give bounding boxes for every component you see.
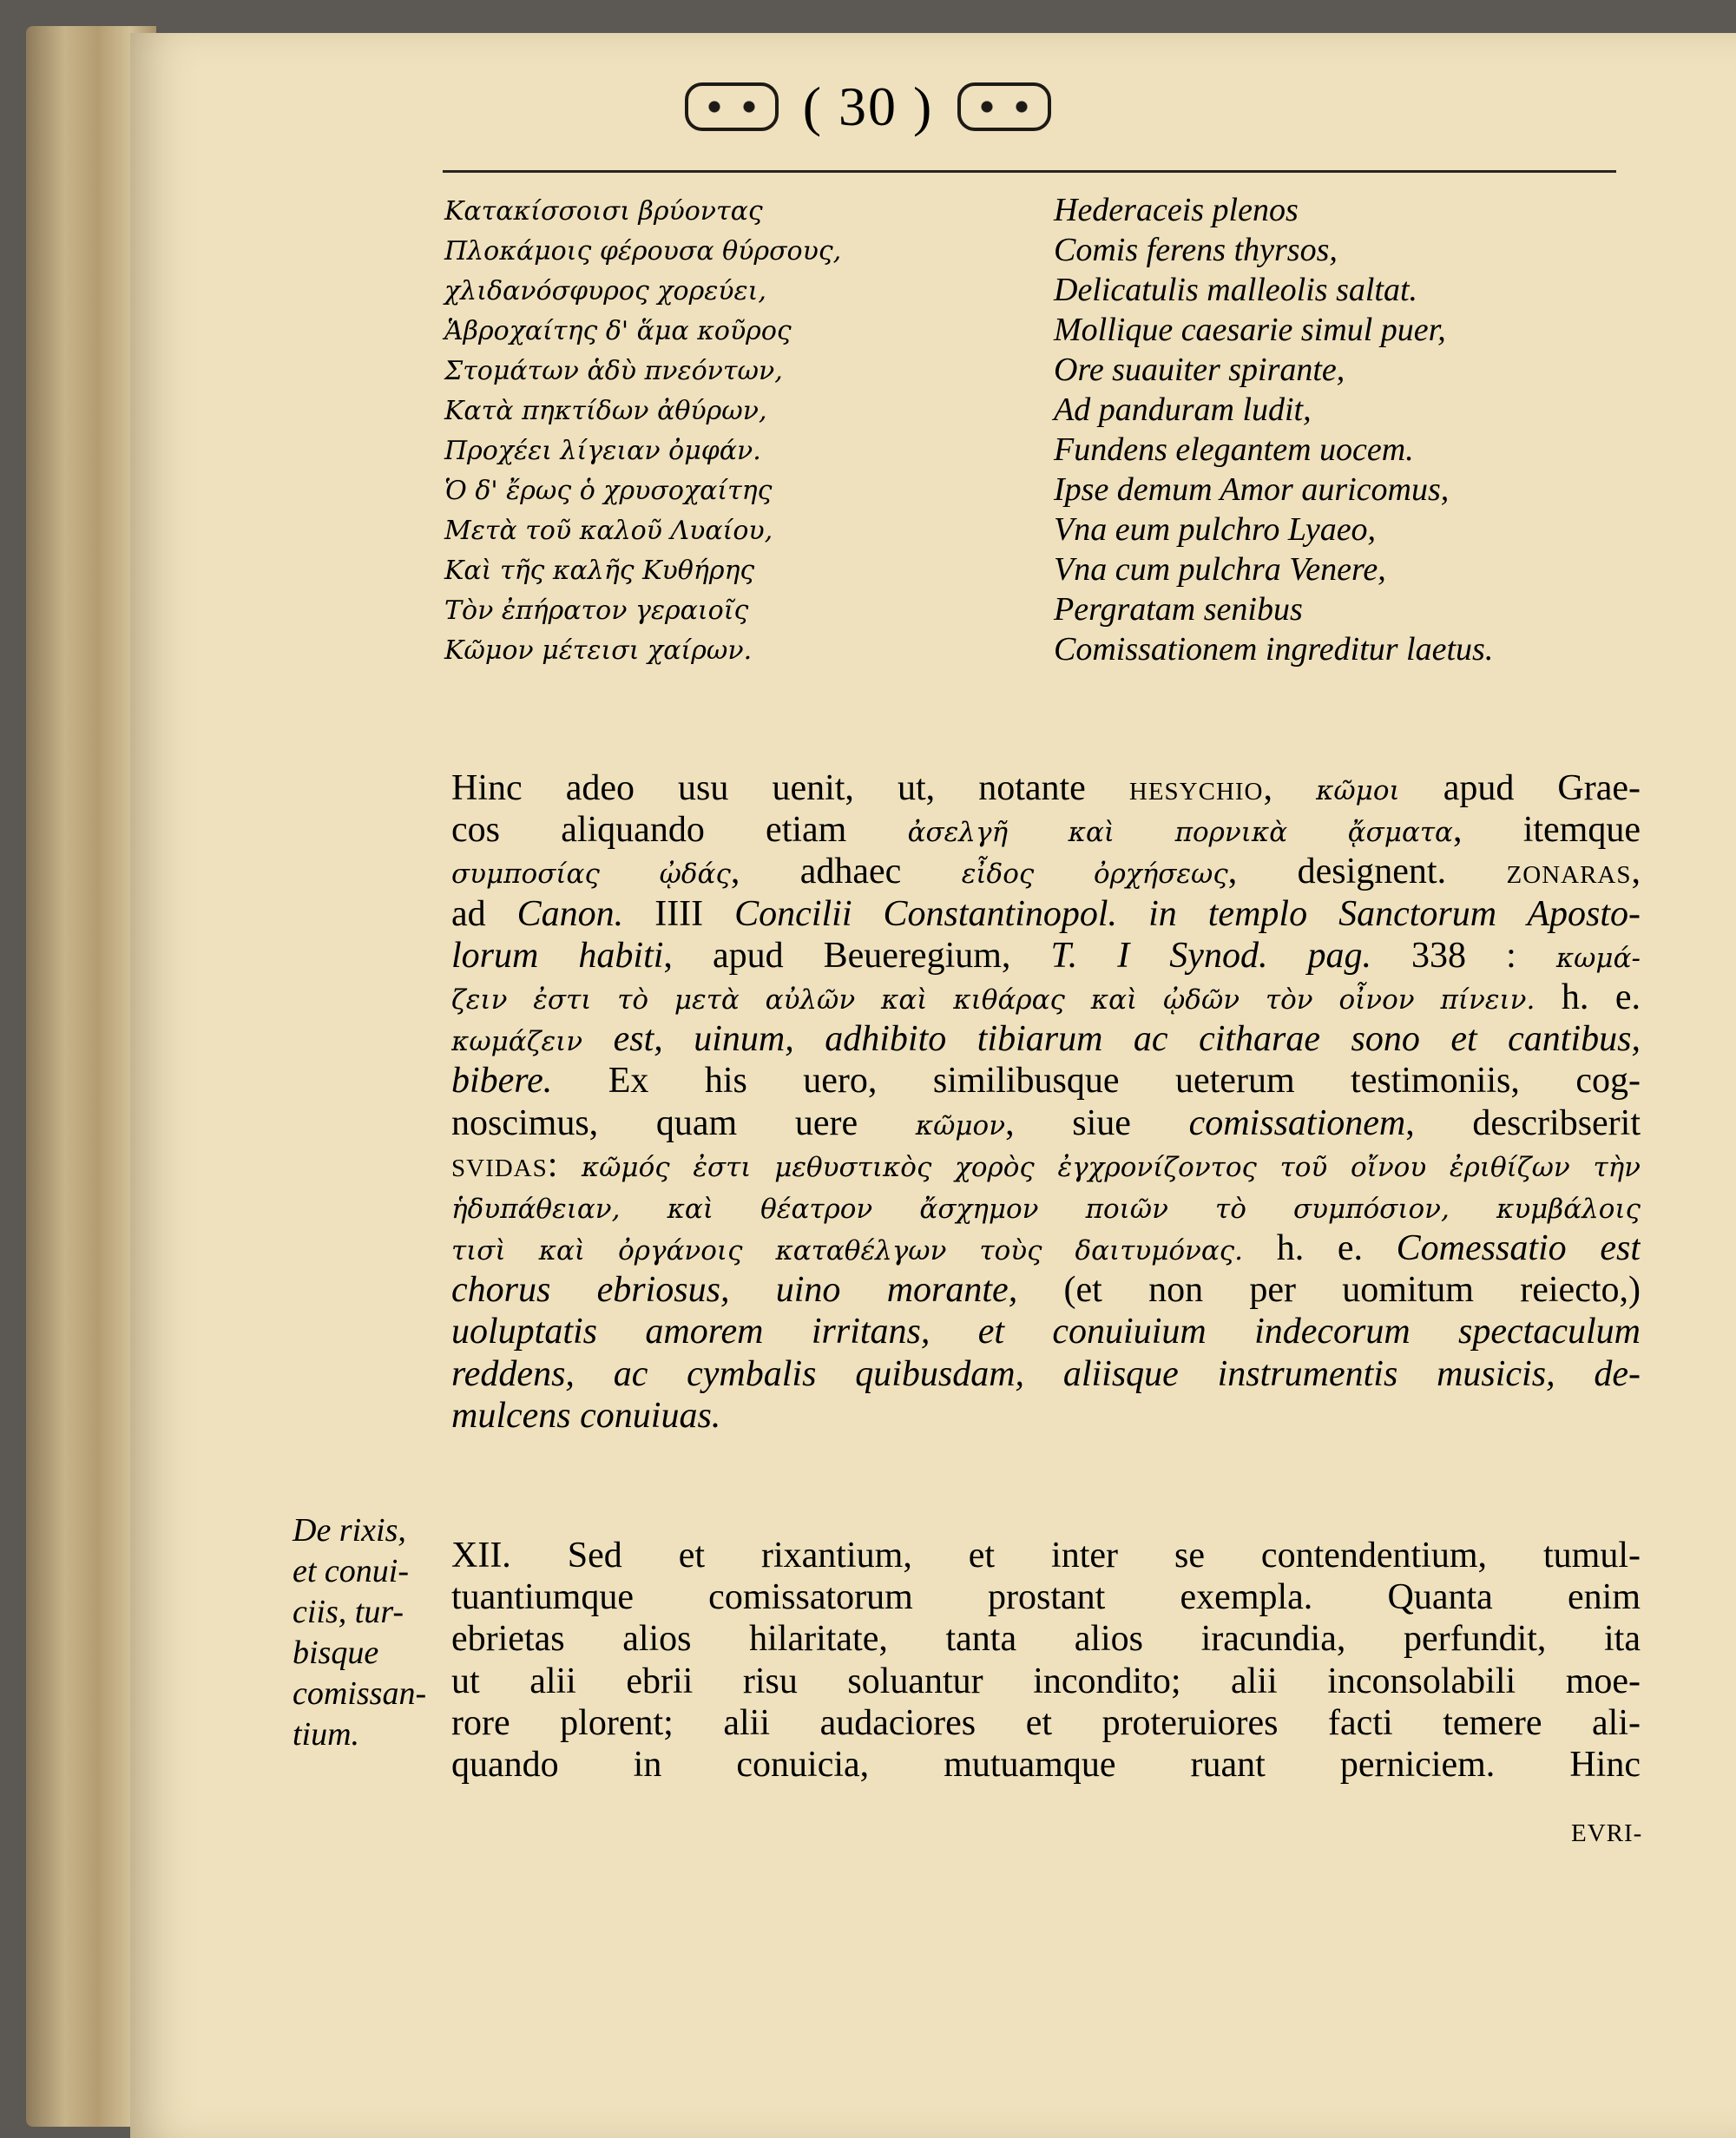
text-line: τισὶ καὶ ὀργάνοις καταθέλγων τοὺς δαιτυμόνας. h. e. Comessatio est	[451, 1228, 1641, 1269]
text-line: ut alii ebrii risu soluantur incondito; alii inconsolabili moe-	[451, 1661, 1641, 1701]
right-ornament-icon	[957, 82, 1051, 131]
greek-line: Προχέει λίγειαν ὀμφάν.	[444, 436, 761, 466]
page-header	[0, 68, 1736, 146]
latin-line: Pergratam senibus	[1054, 591, 1303, 628]
text-line: bibere. Ex his uero, similibusque ueterum testimoniis, cog-	[451, 1061, 1641, 1102]
text-line: XII. Sed et rixantium, et inter se contendentium, tumul-	[451, 1536, 1641, 1576]
latin-line: Delicatulis malleolis saltat.	[1054, 272, 1418, 308]
text-line: ebrietas alios hilaritate, tanta alios iracundia, perfundit, ita	[451, 1619, 1641, 1660]
text-line: rore plorent; alii audaciores et proteruiores facti temere ali-	[451, 1702, 1641, 1743]
greek-line: Τὸν ἐπήρατον γεραιοῖς	[444, 595, 749, 626]
text-line: SVIDAS: κῶμός ἐστι μεθυστικὸς χορὸς ἐγχρονίζοντος τοῦ οἴνου ἐριθίζων τὴν	[451, 1144, 1641, 1185]
text-line: quando in conuicia, mutuamque ruant perniciem. Hinc	[451, 1744, 1641, 1785]
latin-line: Ipse demum Amor auricomus,	[1054, 471, 1450, 508]
latin-line: Fundens elegantem uocem.	[1054, 431, 1414, 468]
greek-line: Πλοκάμοις φέρουσα θύρσους,	[444, 236, 842, 266]
text-line: lorum habiti, apud Beueregium, T. I Synod. pag. 338 : κωμά-	[451, 935, 1641, 976]
greek-line: Κῶμον μέτεισι χαίρων.	[444, 635, 753, 666]
latin-line: Comissationem ingreditur laetus.	[1054, 631, 1494, 668]
latin-line: Ore suauiter spirante,	[1054, 352, 1345, 388]
latin-line: Mollique caesarie simul puer,	[1054, 312, 1446, 348]
margin-note: De rixis, et conui- ciis, tur- bisque comissan- tium.	[293, 1512, 427, 1753]
text-line: uoluptatis amorem irritans, et conuiuium indecorum spectaculum	[451, 1312, 1641, 1352]
text-line: noscimus, quam uere κῶμον, siue comissationem, describserit	[451, 1102, 1641, 1143]
text-line: ζειν ἐστι τὸ μετὰ αὐλῶν καὶ κιθάρας καὶ ᾠδῶν τὸν οἶνον πίνειν. h. e.	[451, 977, 1641, 1017]
greek-line: Ὁ δ' ἔρως ὁ χρυσοχαίτης	[444, 476, 773, 506]
greek-line: Ἁβροχαίτης δ' ἅμα κοῦρος	[444, 316, 792, 346]
text-line: Hinc adeo usu uenit, ut, notante HESYCHIO, κῶμοι apud Grae-	[451, 768, 1641, 808]
greek-line: χλιδανόσφυρος χορεύει,	[444, 276, 766, 306]
text-line: ad Canon. IIII Concilii Constantinopol. in templo Sanctorum Aposto-	[451, 893, 1641, 934]
text-line: ἡδυπάθειαν, καὶ θέατρον ἄσχημον ποιῶν τὸ συμπόσιον, κυμβάλοις	[451, 1193, 1641, 1225]
text-line: reddens, ac cymbalis quibusdam, aliisque instrumentis musicis, de-	[451, 1353, 1641, 1394]
greek-line: Καὶ τῆς καλῆς Κυθήρης	[444, 556, 755, 586]
text-line: κωμάζειν est, uinum, adhibito tibiarum ac citharae sono et cantibus,	[451, 1019, 1641, 1060]
text-line: chorus ebriosus, uino morante, (et non per uomitum reiecto,)	[451, 1270, 1641, 1311]
latin-line: Ad panduram ludit,	[1054, 391, 1312, 428]
text-line: mulcens conuiuas.	[451, 1395, 721, 1436]
latin-line: Vna cum pulchra Venere,	[1054, 551, 1386, 588]
latin-line: Hederaceis plenos	[1054, 192, 1299, 228]
latin-line: Vna eum pulchro Lyaeo,	[1054, 511, 1377, 548]
greek-line: Κατακίσσοισι βρύοντας	[444, 196, 763, 227]
paragraph-1	[451, 767, 1641, 1437]
left-ornament-icon	[685, 82, 779, 131]
paragraph-2	[451, 1535, 1641, 1786]
greek-line: Μετὰ τοῦ καλοῦ Λυαίου,	[444, 516, 773, 546]
text-line: cos aliquando etiam ἀσελγῆ καὶ πορνικὰ ᾄσματα, itemque	[451, 810, 1641, 851]
catchword: EVRI-	[1571, 1819, 1643, 1847]
text-line: συμποσίας ᾠδάς, adhaec εἶδος ὀρχήσεως, designent. ZONARAS,	[451, 852, 1641, 892]
greek-line: Στομάτων ἁδὺ πνεόντων,	[444, 356, 783, 386]
header-rule	[443, 170, 1616, 173]
page-number: ( 30 )	[802, 76, 934, 137]
text-line: tuantiumque comissatorum prostant exempla. Quanta enim	[451, 1577, 1641, 1618]
latin-line: Comis ferens thyrsos,	[1054, 232, 1338, 268]
greek-line: Κατὰ πηκτίδων ἀθύρων,	[444, 396, 767, 426]
